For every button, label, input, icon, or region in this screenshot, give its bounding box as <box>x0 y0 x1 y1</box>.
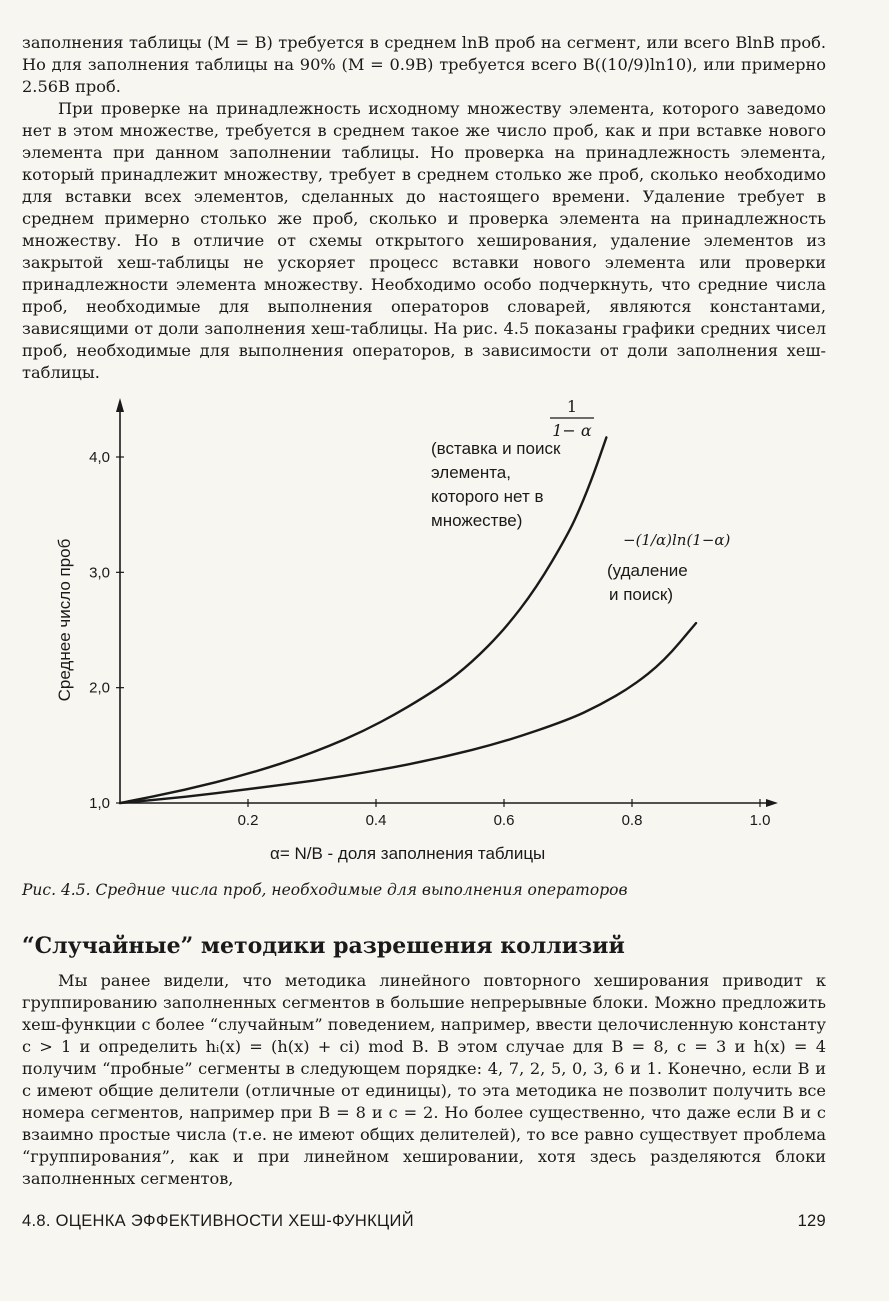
x-tick-label: 0.8 <box>621 812 643 829</box>
series-1-label-line: которого нет в <box>431 487 544 506</box>
chart-svg <box>40 392 830 878</box>
series-1-label-line: множестве) <box>431 511 523 530</box>
figure-4-5 <box>40 392 830 878</box>
y-tick-label: 1,0 <box>89 795 110 812</box>
series-1-label-line: элемента, <box>431 463 511 482</box>
series-2-label-line: и поиск) <box>609 585 673 604</box>
x-tick-label: 0.6 <box>493 812 515 829</box>
y-axis-label: Среднее число проб <box>55 538 74 702</box>
y-tick-label: 2,0 <box>89 679 110 697</box>
footer-section-title: 4.8. ОЦЕНКА ЭФФЕКТИВНОСТИ ХЕШ-ФУНКЦИЙ <box>22 1212 414 1230</box>
x-tick-label: 1.0 <box>749 812 771 829</box>
series-2-label-line: (удаление <box>607 561 688 580</box>
section-title: “Случайные” методики разрешения коллизий <box>22 933 625 959</box>
x-tick-label: 0.4 <box>365 812 387 829</box>
y-tick-label: 3,0 <box>89 564 110 582</box>
y-axis-arrow <box>116 398 124 412</box>
series-line-2 <box>120 623 696 803</box>
x-axis-label: α= N/B - доля заполнения таблицы <box>270 844 546 863</box>
series-1-formula-den: 1− α <box>552 421 592 440</box>
page-footer <box>22 1212 826 1231</box>
paragraph-2: При проверке на принадлежность исходному множеству элемента, которого заведомо нет в этом множестве, требуется в среднем такое же число проб, как и при вставке нового элемента при данном заполнении таблицы. Но проверка на принадлежность элемента, который принадлежит множеству, требует в среднем столько же проб, сколько необходимо для вставки всех элементов, сделанных до настоящего времени. Удаление требует в среднем примерно столько же проб, сколько и проверка элемента на принадлежность множеству. Но в отличие от схемы открытого хеширования, удаление элементов из закрытой хеш-таблицы не ускоряет процесс вставки нового элемента или проверки принадлежности элемента множеству. Необходимо особо подчеркнуть, что средние числа проб, необходимые для выполнения операторов словарей, являются константами, зависящими от доли заполнения хеш-таблицы. На рис. 4.5 показаны графики средних чисел проб, необходимые для выполнения операторов, в зависимости от доли заполнения хеш-таблицы. <box>22 99 826 382</box>
section-body <box>22 970 826 1190</box>
figure-caption: Рис. 4.5. Средние числа проб, необходимые для выполнения операторов <box>22 881 628 899</box>
section-paragraph: Мы ранее видели, что методика линейного повторного хеширования приводит к группированию заполненных сегментов в большие непрерывные блоки. Можно предложить хеш-функции с более “случайным” поведением, например, ввести целочисленную константу c > 1 и определить hᵢ(x) = (h(x) + ci) mod B. В этом случае для B = 8, c = 3 и h(x) = 4 получим “пробные” сегменты в следующем порядке: 4, 7, 2, 5, 0, 3, 6 и 1. Конечно, если B и c имеют общие делители (отличные от единицы), то эта методика не позволит получить все номера сегментов, например при B = 8 и c = 2. Но более существенно, что даже если B и c взаимно простые числа (т.е. не имеют общих делителей), то все равно существует проблема “группирования”, как и при линейном хешировании, хотя здесь разделяются блоки заполненных сегментов, <box>22 971 826 1188</box>
page-number: 129 <box>797 1212 826 1230</box>
series-1-formula-num: 1 <box>566 397 578 416</box>
x-tick-label: 0.2 <box>237 812 259 829</box>
x-axis-arrow <box>766 799 778 807</box>
series-2-formula: −(1/α)ln(1−α) <box>623 531 731 549</box>
page-body <box>22 32 826 384</box>
intro-paragraph: заполнения таблицы (M = B) требуется в среднем lnB проб на сегмент, или всего BlnB проб. Но для заполнения таблицы на 90% (M = 0.9B) требуется всего B((10/9)ln10), или примерно 2.56B проб. <box>22 33 826 96</box>
series-1-label-line: (вставка и поиск <box>431 439 561 458</box>
y-tick-label: 4,0 <box>89 449 110 466</box>
